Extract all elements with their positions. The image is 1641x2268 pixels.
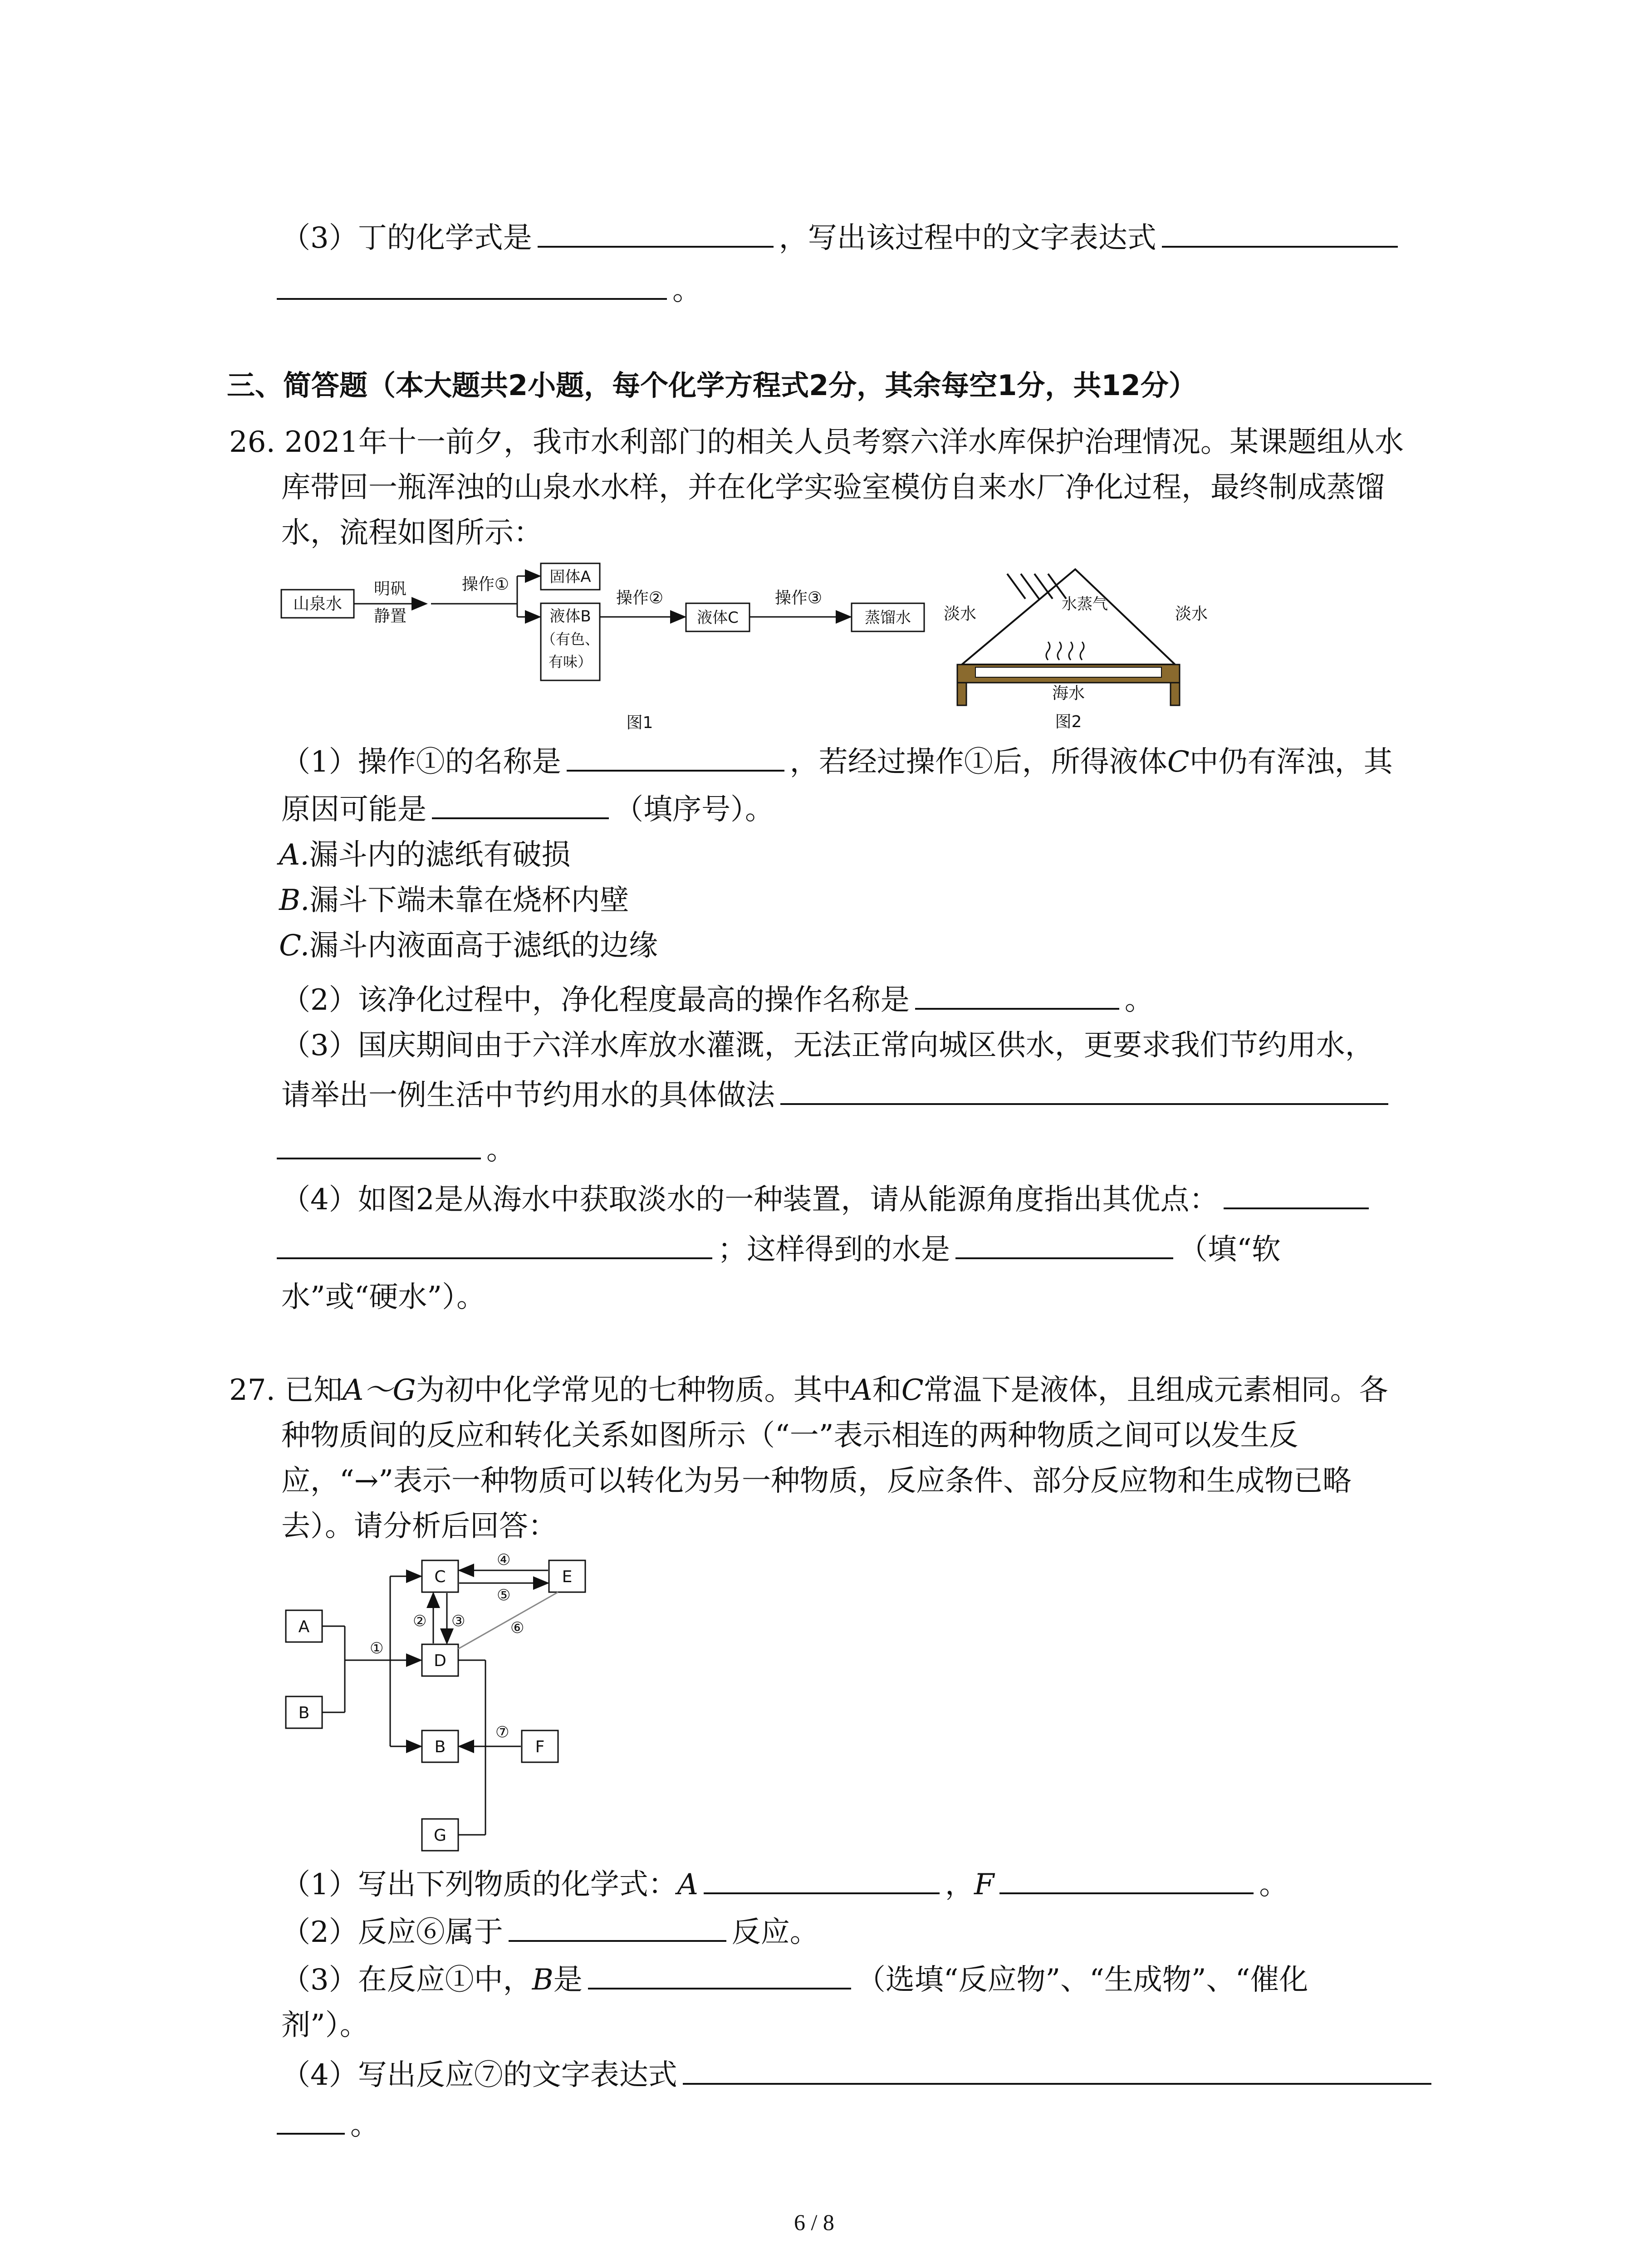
q26-part2 xyxy=(281,980,1154,1021)
label-liquid-c: 液体C xyxy=(697,609,739,627)
text: （选填“反应物”、“生成物”、“催化 xyxy=(856,1963,1308,1997)
text: 请举出一例生活中节约用水的具体做法 xyxy=(281,1079,775,1112)
q27-line4: 去）。请分析后回答： xyxy=(281,1510,557,1543)
label-fresh-left: 淡水 xyxy=(944,605,977,623)
q27-part3-line2: 剂”）。 xyxy=(281,2009,369,2042)
q27-part2 xyxy=(281,1912,819,1953)
q27-part4-line1 xyxy=(281,2055,1437,2096)
label-op3: 操作③ xyxy=(774,589,823,607)
figure-2-solar-still xyxy=(939,560,1220,733)
text: 。 xyxy=(1259,1868,1288,1901)
text: C xyxy=(1167,745,1190,779)
label-liquid-b-note1: （有色、 xyxy=(541,631,600,648)
answer-blank[interactable] xyxy=(1224,1181,1369,1209)
q26-part3-line1: （3）国庆期间由于六洋水库放水灌溉，无法正常向城区供水，更要求我们节约用水， xyxy=(281,1029,1374,1062)
node-f-label: F xyxy=(535,1738,545,1756)
text: 漏斗下端未靠在烧杯内壁 xyxy=(309,884,629,917)
node-e-label: E xyxy=(562,1568,573,1586)
seawater-tray xyxy=(975,667,1161,677)
answer-blank[interactable] xyxy=(509,1914,726,1942)
text: F xyxy=(974,1868,994,1901)
text: （2）反应⑥属于 xyxy=(281,1916,503,1949)
label-reaction-5: ⑤ xyxy=(497,1586,511,1604)
text: （填序号）。 xyxy=(614,793,774,826)
section-heading: 三、简答题（本大题共2小题，每个化学方程式2分，其余每空1分，共12分） xyxy=(227,369,1197,402)
vapor-wave xyxy=(1080,642,1084,660)
node-b2-label: B xyxy=(434,1738,446,1756)
label-liquid-b-note2: 有味） xyxy=(548,653,593,670)
text: A～G xyxy=(343,1374,416,1407)
text: 漏斗内的滤纸有破损 xyxy=(309,838,571,872)
text: 常温下是液体，且组成元素相同。各 xyxy=(923,1374,1388,1407)
text: B. xyxy=(279,884,310,917)
text: （3）在反应①中， xyxy=(281,1963,532,1997)
node-g-label: G xyxy=(434,1826,446,1845)
answer-blank[interactable] xyxy=(277,1231,712,1259)
q27-part4-line2 xyxy=(277,2105,379,2146)
answer-blank[interactable] xyxy=(955,1231,1173,1259)
label-reaction-4: ④ xyxy=(497,1551,511,1569)
q25-part3-text: （3）丁的化学式是 xyxy=(281,221,532,255)
text: 。 xyxy=(486,1133,515,1167)
text: 是 xyxy=(553,1963,583,1997)
q26-part4-line1 xyxy=(281,1179,1374,1220)
q26-option-a xyxy=(279,835,571,875)
label-alum: 明矾 xyxy=(373,580,407,598)
q26-line2: 库带回一瓶浑浊的山泉水水样，并在化学实验室模仿自来水厂净化过程，最终制成蒸馏 xyxy=(281,471,1385,504)
basin-leg-right xyxy=(1171,683,1180,705)
label-reaction-7: ⑦ xyxy=(495,1723,509,1741)
label-reaction-6: ⑥ xyxy=(510,1619,524,1637)
label-vapor: 水蒸气 xyxy=(1062,595,1108,613)
text: 。 xyxy=(350,2108,379,2142)
text: （1）写出下列物质的化学式： xyxy=(281,1868,677,1901)
node-b-label: B xyxy=(298,1704,310,1722)
label-mountain-water: 山泉水 xyxy=(293,595,343,613)
text: A xyxy=(851,1374,872,1407)
q26-part1-line1 xyxy=(281,742,1393,782)
answer-blank[interactable] xyxy=(780,1077,1388,1105)
label-liquid-b: 液体B xyxy=(549,607,591,626)
text: B xyxy=(532,1963,554,1997)
label-reaction-2: ② xyxy=(413,1612,427,1630)
q26-part1-line2 xyxy=(281,789,774,830)
q27-line2: 种物质间的反应和转化关系如图所示（“一”表示相连的两种物质之间可以发生反 xyxy=(281,1419,1298,1452)
answer-blank[interactable] xyxy=(277,1131,481,1159)
answer-blank[interactable] xyxy=(1162,220,1398,248)
answer-blank[interactable] xyxy=(432,791,609,819)
q25-part3-end: 。 xyxy=(672,274,701,307)
label-op1: 操作① xyxy=(461,575,509,594)
q27-line3: 应，“→”表示一种物质可以转化为另一种物质，反应条件、部分反应物和生成物已略 xyxy=(281,1464,1352,1498)
label-seawater: 海水 xyxy=(1052,684,1085,703)
q26-line1: 26. 2021年十一前夕，我市水利部门的相关人员考察六洋水库保护治理情况。某课题组从水 xyxy=(229,425,1404,459)
answer-blank[interactable] xyxy=(277,2107,345,2135)
q27-part3-line1 xyxy=(281,1960,1308,2000)
q27-part1 xyxy=(281,1864,1288,1905)
label-reaction-1: ① xyxy=(370,1639,384,1657)
node-d-label: D xyxy=(434,1652,446,1670)
q25-part3-mid: ，写出该过程中的文字表达式 xyxy=(779,221,1156,255)
text: 反应。 xyxy=(731,1916,819,1949)
answer-blank[interactable] xyxy=(588,1961,851,1989)
node-c-label: C xyxy=(434,1568,446,1586)
label-settle: 静置 xyxy=(373,607,407,626)
text: （2）该净化过程中，净化程度最高的操作名称是 xyxy=(281,983,910,1017)
text: C. xyxy=(279,929,310,963)
text: 为初中化学常见的七种物质。其中 xyxy=(416,1374,852,1407)
text: 。 xyxy=(1124,983,1154,1017)
node-a-label: A xyxy=(298,1618,310,1636)
q26-part4-line2 xyxy=(277,1229,1281,1270)
glass-cover xyxy=(962,569,1175,665)
answer-blank[interactable] xyxy=(999,1866,1254,1894)
q25-part3-cont xyxy=(277,270,701,311)
text: ，若经过操作①后，所得液体 xyxy=(789,745,1167,779)
answer-blank[interactable] xyxy=(538,220,774,248)
q26-option-b xyxy=(279,880,629,921)
figure-1-flowchart xyxy=(277,558,930,730)
text: （1）操作①的名称是 xyxy=(281,745,561,779)
q26-part4-line3: 水”或“硬水”）。 xyxy=(281,1281,486,1314)
text: （4）如图2是从海水中获取淡水的一种装置，请从能源角度指出其优点： xyxy=(281,1183,1219,1217)
page-number: 6 / 8 xyxy=(794,2209,834,2235)
answer-blank[interactable] xyxy=(915,982,1119,1010)
text: ；这样得到的水是 xyxy=(718,1233,950,1266)
q25-part3 xyxy=(281,218,1403,259)
vapor-wave xyxy=(1046,642,1050,660)
text: （4）写出反应⑦的文字表达式 xyxy=(281,2058,677,2092)
figure-1-caption: 图1 xyxy=(626,714,653,730)
vapor-wave xyxy=(1069,642,1073,660)
basin-leg-left xyxy=(957,683,966,705)
q26-option-c xyxy=(279,925,658,966)
vapor-wave xyxy=(1058,642,1061,660)
answer-blank[interactable] xyxy=(277,272,667,300)
text: 27. 已知 xyxy=(229,1374,343,1407)
label-op2: 操作② xyxy=(616,589,664,607)
q26-part3-line2 xyxy=(281,1075,1394,1116)
figure-2-caption: 图2 xyxy=(1055,713,1082,731)
label-distilled: 蒸馏水 xyxy=(865,609,911,627)
text: C xyxy=(901,1374,924,1407)
q27-relation-diagram xyxy=(277,1551,603,1869)
answer-blank[interactable] xyxy=(704,1866,940,1894)
q26-part3-line3 xyxy=(277,1129,515,1170)
label-reaction-3: ③ xyxy=(451,1612,465,1630)
answer-blank[interactable] xyxy=(683,2057,1431,2085)
text: （填“软 xyxy=(1179,1233,1281,1266)
text: 和 xyxy=(872,1374,901,1407)
text: A xyxy=(677,1868,698,1901)
label-fresh-right: 淡水 xyxy=(1175,605,1208,623)
answer-blank[interactable] xyxy=(567,743,784,772)
q27-line1 xyxy=(229,1370,1388,1411)
label-solid-a: 固体A xyxy=(549,568,591,586)
text: ， xyxy=(945,1868,974,1901)
text: 漏斗内液面高于滤纸的边缘 xyxy=(309,929,658,963)
text: 中仍有浑浊，其 xyxy=(1189,745,1393,779)
text: A. xyxy=(279,838,309,872)
text: 原因可能是 xyxy=(281,793,426,826)
q26-line3: 水，流程如图所示： xyxy=(281,516,543,550)
